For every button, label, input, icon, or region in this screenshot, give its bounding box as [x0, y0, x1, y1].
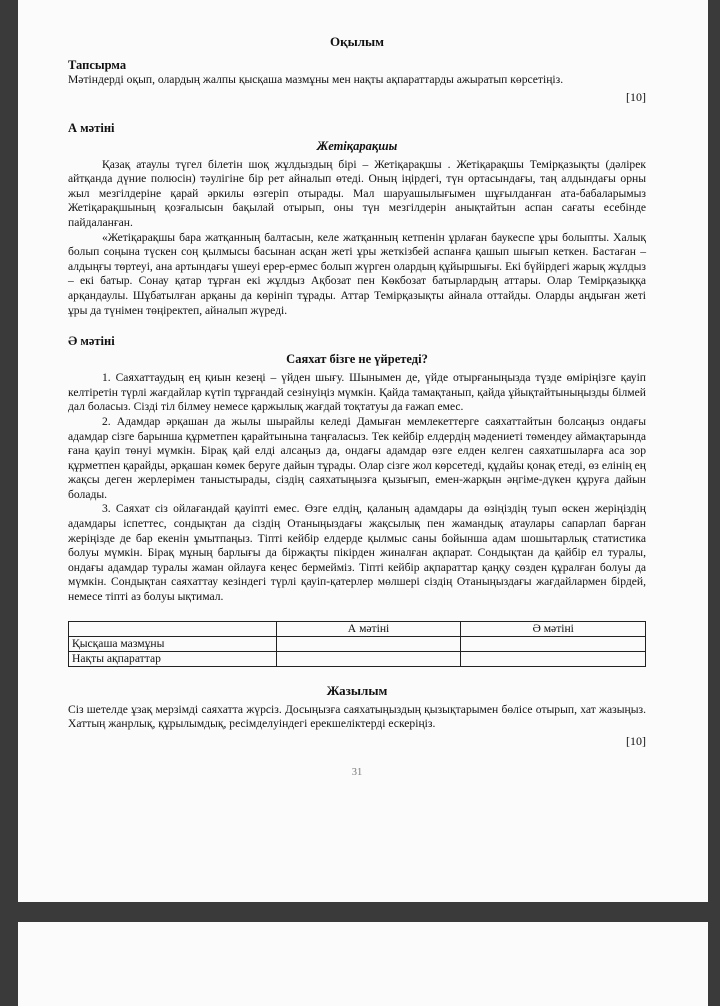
- text-a-paragraph: «Жетіқарақшы бара жатқанның балтасын, келе жатқанның кетпенін ұрлаған баукеспе ұры болыпты. Халық болып соңына түскен соң қылмысы басынан асқан жеті ұры жеткізбей аспанға қашып шығып кеткен. Бастаған – алдыңғы төртеуі, ана артындағы үшеуі ерер-ермес болып жүрген олардың құйыршығы. Екі бүйірдегі жарық жұлдыз – екі батыр. Сонау қатар тұрған екі жұлдыз Ақбозат пен Көкбозат батырлардың аттары. Олар Темірқазыққа арқандаулы. Шұбатылған арқаны да көрініп тұрады. Аттар Темірқазықты айнала оттайды. Оларды аңдыған жеті ұры да түнімен төңіректеп, айналып жүреді.: [68, 230, 646, 317]
- table-row-label: Қысқаша мазмұны: [69, 636, 277, 651]
- table-cell: [276, 651, 461, 666]
- page-title: Оқылым: [329, 34, 385, 49]
- text-b-paragraph: 3. Саяхат сіз ойлағандай қауіпті емес. Өзге елдің, қаланың адамдары да өзіңіздің туып өскен жеріңіздің адамдары іспеттес, сондықтан да сіздің Отаныңыздағы жақсылық пен жамандық атаулары сапарлап барған жеріңізде де бар екенін ұмытпаңыз. Тіпті кейбір елдерде қылмыс саны бойынша адам шошытарлық статистика болуы мүмкін. Бірақ мұның барлығы да біржақты пікірден жиналған ақпарат. Сондықтан да қайбір ел туралы, ондағы адамдар туралы жаман ойлауға кеңес бермеймiз. Тіпті кейбір ақпараттар қаңқу сөзден құралған болуы да мүмкін. Сондықтан саяхаттау кезіндегі түрлі қауіп-қатерлер мөлшері сіздің Отаныңыздағы жағдайлармен бірдей, немесе тіпті аз болуы ықтимал.: [68, 502, 646, 604]
- text-a-paragraph: Қазақ атаулы түгел білетін шоқ жұлдыздың бірі – Жетіқарақшы . Жетіқарақшы Темірқазықты (дәлірек айтқанда дүние полюсін) тәулігіне бір рет айналып өтеді. Оның іңірдегі, түн ортасындағы, таң алдындағы орны жыл мезгілдеріне қарай әркилы өзгеріп отырады. Мал шаруашылығымен шұғылданған ата-бабаларымыз Жетіқарақшының қозғалысын бақылай отырып, оны түн мезгілдерін анықтайтын аспан сағаты есебінде пайдаланған.: [68, 157, 646, 229]
- table-header-cell: Ә мәтіні: [461, 621, 646, 636]
- page-content: [68, 30, 646, 778]
- document-page: [18, 0, 708, 902]
- page-number: 31: [351, 766, 363, 778]
- table-header-cell: [69, 621, 277, 636]
- text-b-label: Ә мәтіні: [68, 334, 115, 349]
- table-cell: [276, 636, 461, 651]
- text-a-title: Жетіқарақшы: [316, 138, 398, 153]
- writing-text: Сіз шетелде ұзақ мерзімді саяхатта жүрсіз. Досыңызға саяхатыңыздың қызықтарымен бөлісе отырып, хат жазыңыз. Хаттың жанрлық, құрылымдық, ресімделуіндегі ерекшеліктерді ескеріңіз.: [68, 702, 646, 731]
- comparison-table: [68, 621, 646, 667]
- text-a-section: [68, 121, 646, 319]
- table-header-cell: А мәтіні: [276, 621, 461, 636]
- table-row: [69, 636, 646, 651]
- table-row: [69, 651, 646, 666]
- writing-score: [10]: [626, 733, 646, 748]
- text-b-section: [68, 334, 646, 605]
- task-section: [68, 58, 646, 105]
- writing-title: Жазылым: [326, 682, 388, 698]
- table-cell: [461, 651, 646, 666]
- task-label: Тапсырма: [68, 58, 127, 72]
- table-header-row: [69, 621, 646, 636]
- table-row-label: Нақты ақпараттар: [69, 651, 277, 666]
- task-score: [10]: [626, 89, 646, 104]
- writing-section: [68, 683, 646, 749]
- text-b-title: Саяхат бізге не үйретеді?: [286, 352, 428, 367]
- text-a-label: А мәтіні: [68, 120, 115, 135]
- text-b-paragraph: 1. Саяхаттаудың ең қиын кезеңі – үйден шығу. Шынымен де, үйде отырғаныңызда түзде өміріңізге қауіп келтіретін түрлі жағдайлар күтіп тұрғандай сезінуіңіз мүмкін. Қайда тамақтанып, қайда ұйықтайтыныңызды білмей дал боласыз. Сіздi тіл білмеу немесе қаржылық жағдай тоқтатуы да ғажап емес.: [68, 371, 646, 414]
- table-cell: [461, 636, 646, 651]
- task-text: Мәтіндерді оқып, олардың жалпы қысқаша мазмұны мен нақты ақпараттарды ажыратып көрсетіңіз.: [68, 73, 564, 86]
- text-b-paragraph: 2. Адамдар әрқашан да жылы шырайлы келеді Дамыған мемлекеттерге саяхаттайтын болсаңыз ондағы адамдар сізге барынша құрметпен қарайтынына таңғаласыз. Тек кейбір елдердің мәдениеті төмендеу аймақтарында ғана қауіп төнуі мүмкін. Бірақ қай елді алсаңыз да, ондағы адамдар өзге елден келген саяхатшыларға аса зор құрметпен қарайды, әрқашан көмек беруге дайын тұрады. Олар сізге жол көрсетеді, құдайы қонақ етеді, өз елінің ең жақсы деген жерлерімен таныстырады, сіздің саяхатыңызға қызығып, емен-жарқын әңгіме-дүкен құруға дайын болады.: [68, 414, 646, 501]
- next-page: [18, 922, 708, 1006]
